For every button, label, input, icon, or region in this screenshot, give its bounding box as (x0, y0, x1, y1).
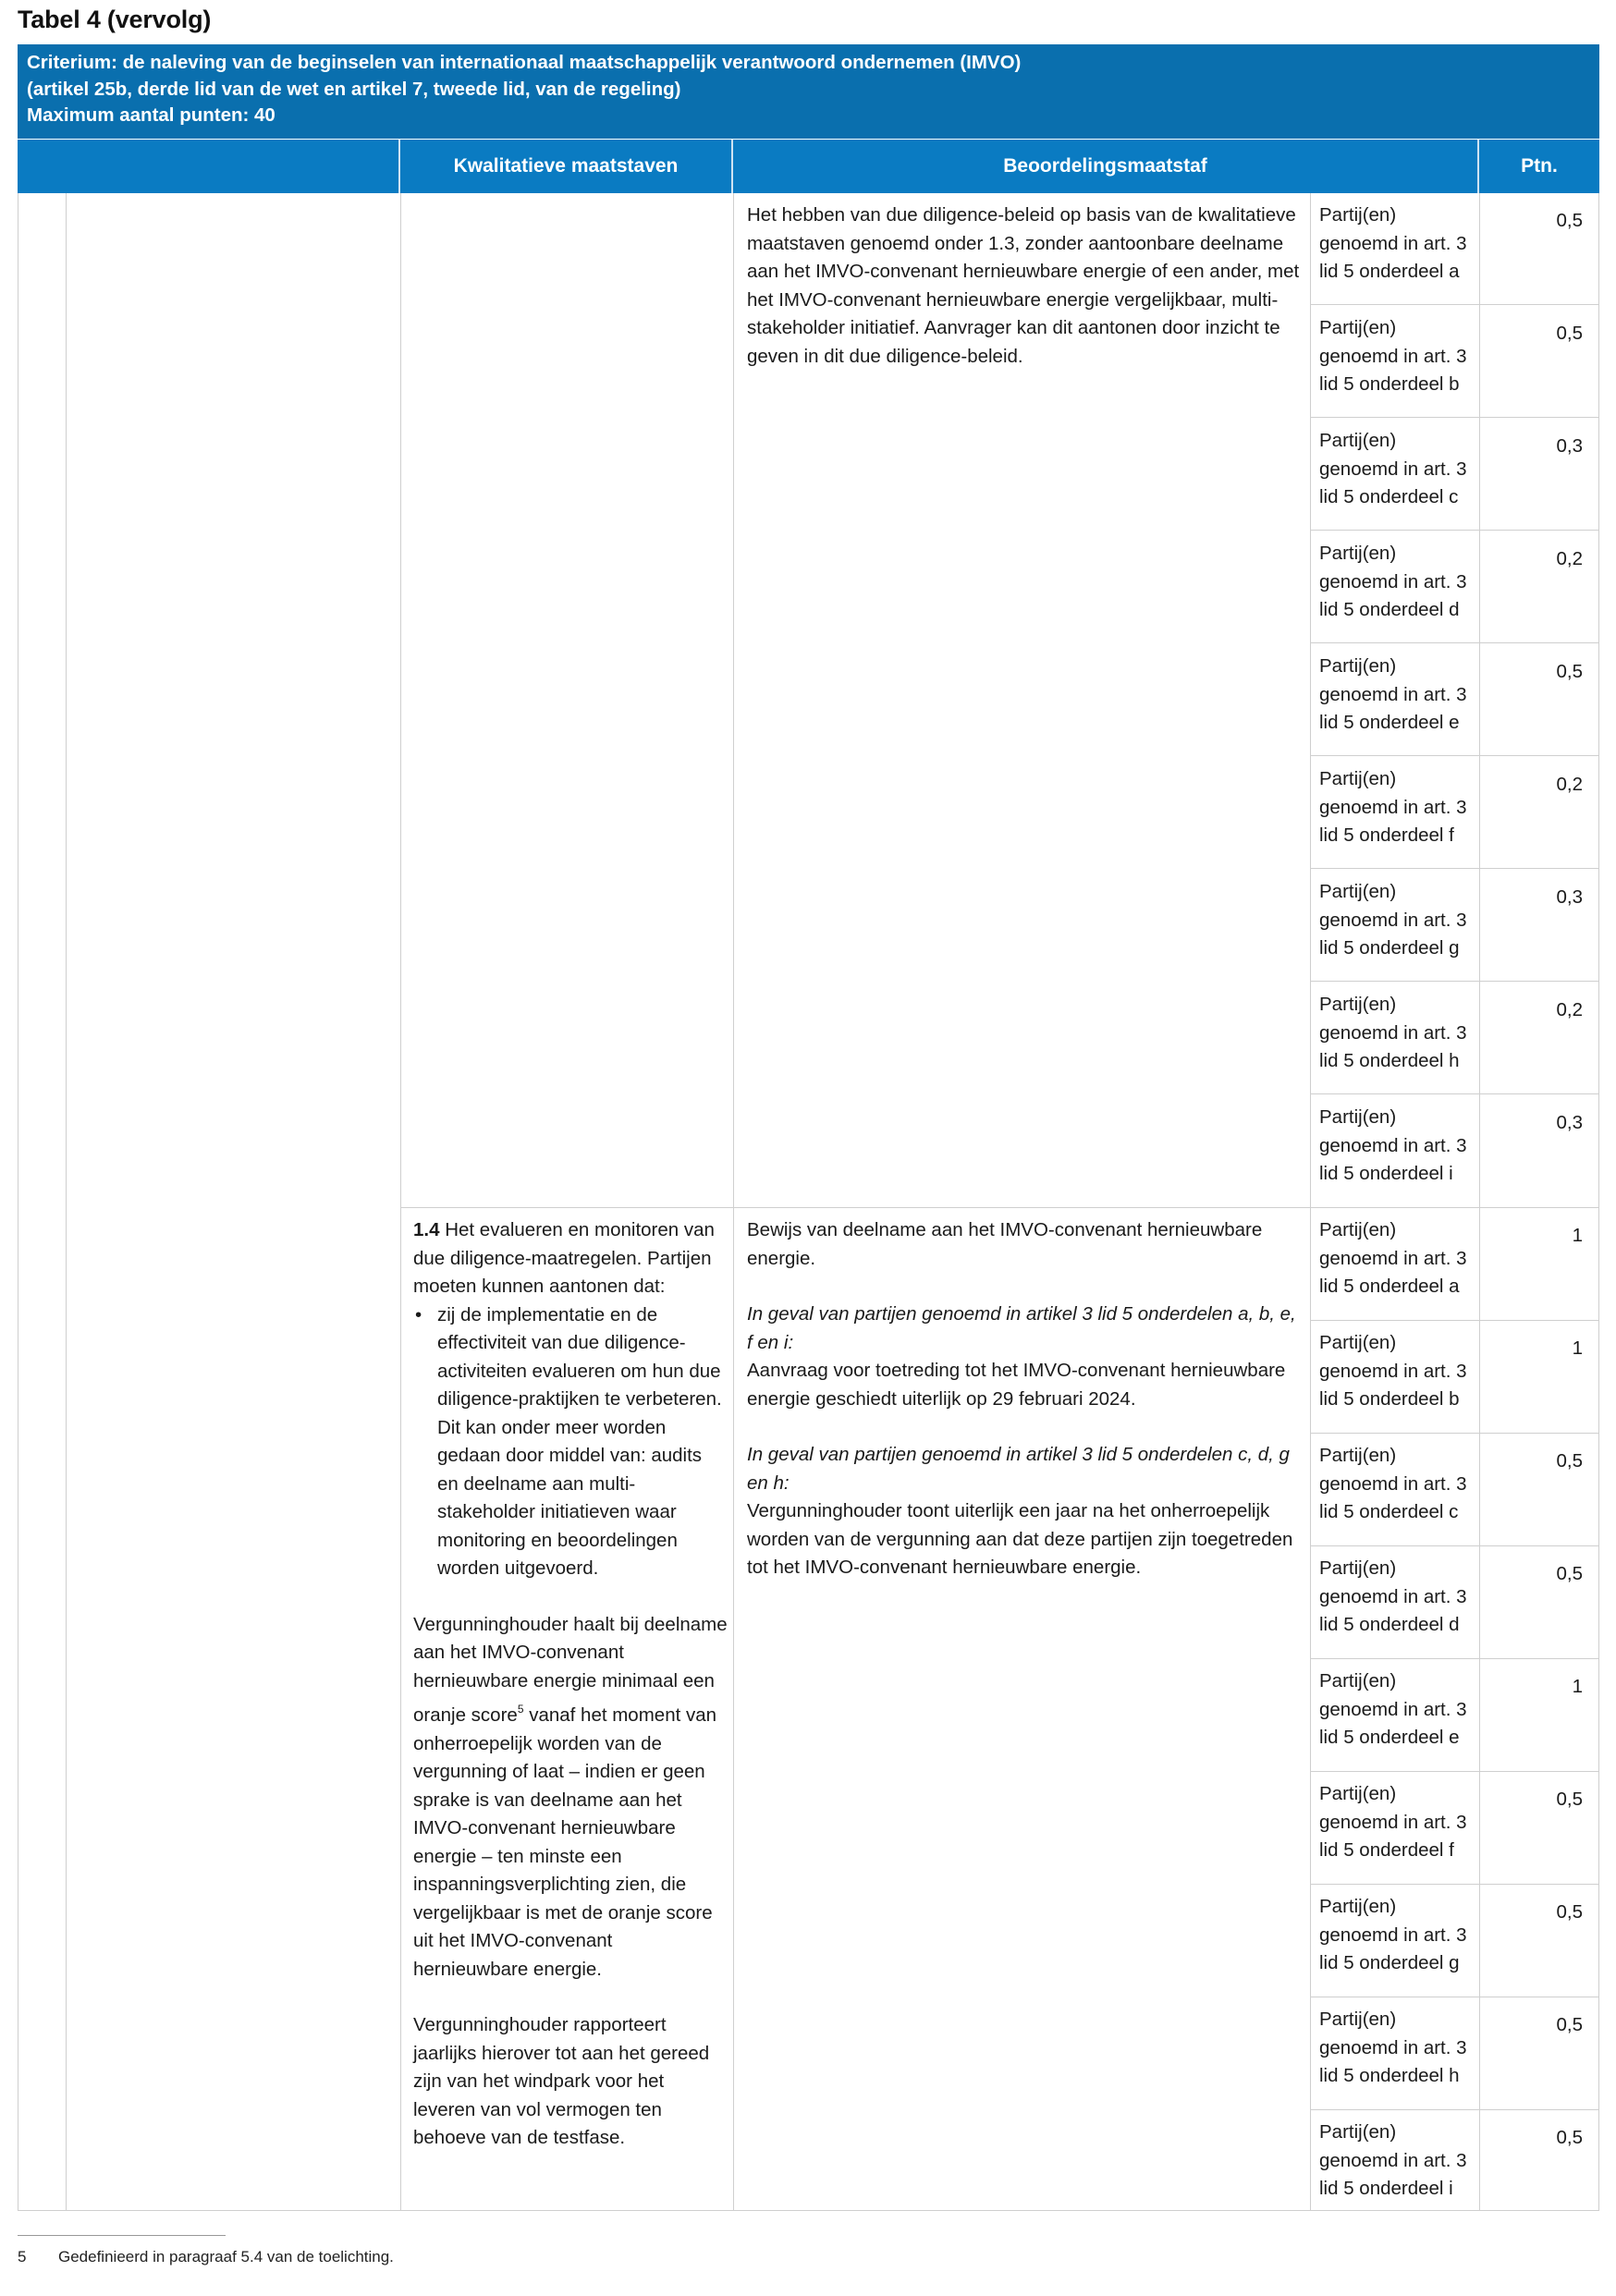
footnote (18, 2248, 394, 2266)
row-divider (1310, 2109, 1599, 2110)
partij-cell: Partij(en) genoemd in art. 3 lid 5 onderdeel a (1319, 1219, 1467, 1297)
partij-cell: Partij(en) genoemd in art. 3 lid 5 onderdeel c (1319, 1445, 1467, 1522)
row-divider (1310, 1771, 1599, 1772)
points-cell: 0,5 (1556, 323, 1583, 344)
column-header-beoordeling: Beoordelingsmaatstaf (733, 140, 1479, 193)
criterion-title: Criterium: de naleving van de beginselen van internationaal maatschappelijk verantwoord ondernemen (IMVO) (27, 52, 1022, 73)
partij-cell: Partij(en) genoemd in art. 3 lid 5 onderdeel g (1319, 881, 1467, 959)
partij-cell: Partij(en) genoemd in art. 3 lid 5 onderdeel c (1319, 430, 1467, 507)
partij-cell: Partij(en) genoemd in art. 3 lid 5 onderdeel f (1319, 768, 1467, 846)
points-cell: 0,5 (1556, 1901, 1583, 1923)
partij-cell: Partij(en) genoemd in art. 3 lid 5 onderdeel h (1319, 994, 1467, 1071)
row-divider (1310, 868, 1599, 869)
row-divider (1310, 417, 1599, 418)
footnote-text: Gedefinieerd in paragraaf 5.4 van de toelichting. (58, 2248, 394, 2265)
section-divider (400, 1207, 1599, 1208)
partij-cell: Partij(en) genoemd in art. 3 lid 5 onderdeel a (1319, 204, 1467, 282)
column-header-blank (18, 140, 400, 193)
row-divider (1310, 530, 1599, 531)
grid-line (400, 193, 401, 2211)
partij-cell: Partij(en) genoemd in art. 3 lid 5 onderdeel i (1319, 2121, 1467, 2199)
partij-cell: Partij(en) genoemd in art. 3 lid 5 onderdeel d (1319, 543, 1467, 620)
points-cell: 0,5 (1556, 2014, 1583, 2035)
partij-cell: Partij(en) genoemd in art. 3 lid 5 onderdeel e (1319, 1670, 1467, 1748)
grid-line (1310, 193, 1311, 2211)
row-divider (1310, 755, 1599, 756)
points-cell: 0,3 (1556, 886, 1583, 908)
criterion-number: 1.4 (413, 1219, 440, 1240)
partij-cell: Partij(en) genoemd in art. 3 lid 5 onderdeel f (1319, 1783, 1467, 1861)
row-divider (1310, 642, 1599, 643)
points-cell: 0,2 (1556, 548, 1583, 569)
kwalitatieve-maatstaf-1-4 (413, 1216, 728, 2153)
grid-line (733, 193, 734, 2211)
points-cell: 1 (1572, 1225, 1583, 1246)
column-header-kwalitatief: Kwalitatieve maatstaven (400, 140, 733, 193)
beoordeling-text-due-diligence: Het hebben van due diligence-beleid op basis van de kwalitatieve maatstaven genoemd onder 1.3, zonder aantoonbare deelname aan het IMVO-convenant hernieuwbare energie of een ander, met het IMVO-convenant hernieuwbare energie vergelijkbaar, multi-stakeholder initiatief. Aanvrager kan dit aantonen door inzicht te geven in dit due diligence-beleid. (747, 204, 1300, 367)
condition-label: In geval van partijen genoemd in artikel 3 lid 5 onderdelen c, d, g en h: (747, 1444, 1290, 1494)
criterion-table (18, 44, 1599, 2211)
points-cell: 0,2 (1556, 774, 1583, 795)
criterion-bullet-list (413, 1301, 728, 1583)
footnote-number: 5 (18, 2248, 27, 2265)
points-cell: 0,5 (1556, 1563, 1583, 1584)
points-cell: 0,3 (1556, 1112, 1583, 1133)
row-divider (1310, 1884, 1599, 1885)
partij-cell: Partij(en) genoemd in art. 3 lid 5 onderdeel g (1319, 1896, 1467, 1973)
condition-label: In geval van partijen genoemd in artikel 3 lid 5 onderdelen a, b, e, f en i: (747, 1303, 1296, 1353)
row-divider (1310, 1320, 1599, 1321)
points-cell: 0,3 (1556, 435, 1583, 457)
grid-line (66, 193, 67, 2211)
points-cell: 0,2 (1556, 999, 1583, 1020)
page-title: Tabel 4 (vervolg) (18, 6, 212, 33)
partij-cell: Partij(en) genoemd in art. 3 lid 5 onderdeel d (1319, 1557, 1467, 1635)
table-bottom-line (18, 2210, 1599, 2211)
row-divider (1310, 304, 1599, 305)
criterion-paragraph-score: Vergunninghouder haalt bij deelname aan het IMVO-convenant hernieuwbare energie minimaal een oranje score$^5$ vanaf het moment van onherroepelijk worden van de vergunning of laat – indien er geen sprake is van deelname aan het IMVO-convenant hernieuwbare energie – ten minste een inspanningsverplichting zien, die vergelijkbaar is met de oranje score uit het IMVO-convenant hernieuwbare energie. (413, 1613, 728, 1980)
partij-cell: Partij(en) genoemd in art. 3 lid 5 onderdeel i (1319, 1106, 1467, 1184)
row-divider (1310, 1433, 1599, 1434)
footnote-rule (18, 2235, 226, 2236)
points-cell: 1 (1572, 1676, 1583, 1697)
criterion-article-reference: (artikel 25b, derde lid van de wet en artikel 7, tweede lid, van de regeling) (27, 78, 681, 100)
points-cell: 0,5 (1556, 2127, 1583, 2148)
points-cell: 1 (1572, 1337, 1583, 1359)
row-divider (1310, 1545, 1599, 1546)
criterion-bullet-item: • zij de implementatie en de effectiviteit van due diligence-activiteiten evalueren om hun due diligence-praktijken te verbeteren. Dit kan onder meer worden gedaan door middel van: audits en deelname aan multi-stakeholder initiatieven waar monitoring en beoordelingen worden uitgevoerd. (437, 1301, 728, 1583)
partij-cell: Partij(en) genoemd in art. 3 lid 5 onderdeel e (1319, 655, 1467, 733)
grid-line (1598, 193, 1599, 2211)
row-divider (1310, 981, 1599, 982)
row-divider (1310, 1093, 1599, 1094)
row-divider (1310, 1658, 1599, 1659)
partij-cell: Partij(en) genoemd in art. 3 lid 5 onderdeel b (1319, 317, 1467, 395)
column-header-punten: Ptn. (1479, 140, 1599, 193)
criterion-header (18, 44, 1599, 139)
points-cell: 0,5 (1556, 1789, 1583, 1810)
partij-cell: Partij(en) genoemd in art. 3 lid 5 onderdeel h (1319, 2009, 1467, 2086)
points-cell: 0,5 (1556, 661, 1583, 682)
criterion-max-points: Maximum aantal punten: 40 (27, 104, 275, 126)
criterion-paragraph-reporting: Vergunninghouder rapporteert jaarlijks hierover tot aan het gereed zijn van het windpark voor het leveren van vol vermogen ten behoeve van de testfase. (413, 2014, 710, 2148)
footnote-reference: 5 (517, 1703, 524, 1716)
points-cell: 0,5 (1556, 210, 1583, 231)
partij-cell: Partij(en) genoemd in art. 3 lid 5 onderdeel b (1319, 1332, 1467, 1410)
criterion-intro: Het evalueren en monitoren van due diligence-maatregelen. Partijen moeten kunnen aantonen dat: (413, 1219, 715, 1297)
points-cell: 0,5 (1556, 1450, 1583, 1472)
beoordeling-text-convenant: Bewijs van deelname aan het IMVO-convenant hernieuwbare energie. In geval van partijen genoemd in artikel 3 lid 5 onderdelen a, b, e, f en i: Aanvraag voor toetreding tot het IMVO-convenant hernieuwbare energie geschiedt uiterlijk op 29 februari 2024. In geval van partijen genoemd in artikel 3 lid 5 onderdelen c, d, g en h: Vergunninghouder toont uiterlijk een jaar na het onherroepelijk worden van de vergunning aan dat deze partijen zijn toegetreden tot het IMVO-convenant hernieuwbare energie. (747, 1216, 1302, 1582)
